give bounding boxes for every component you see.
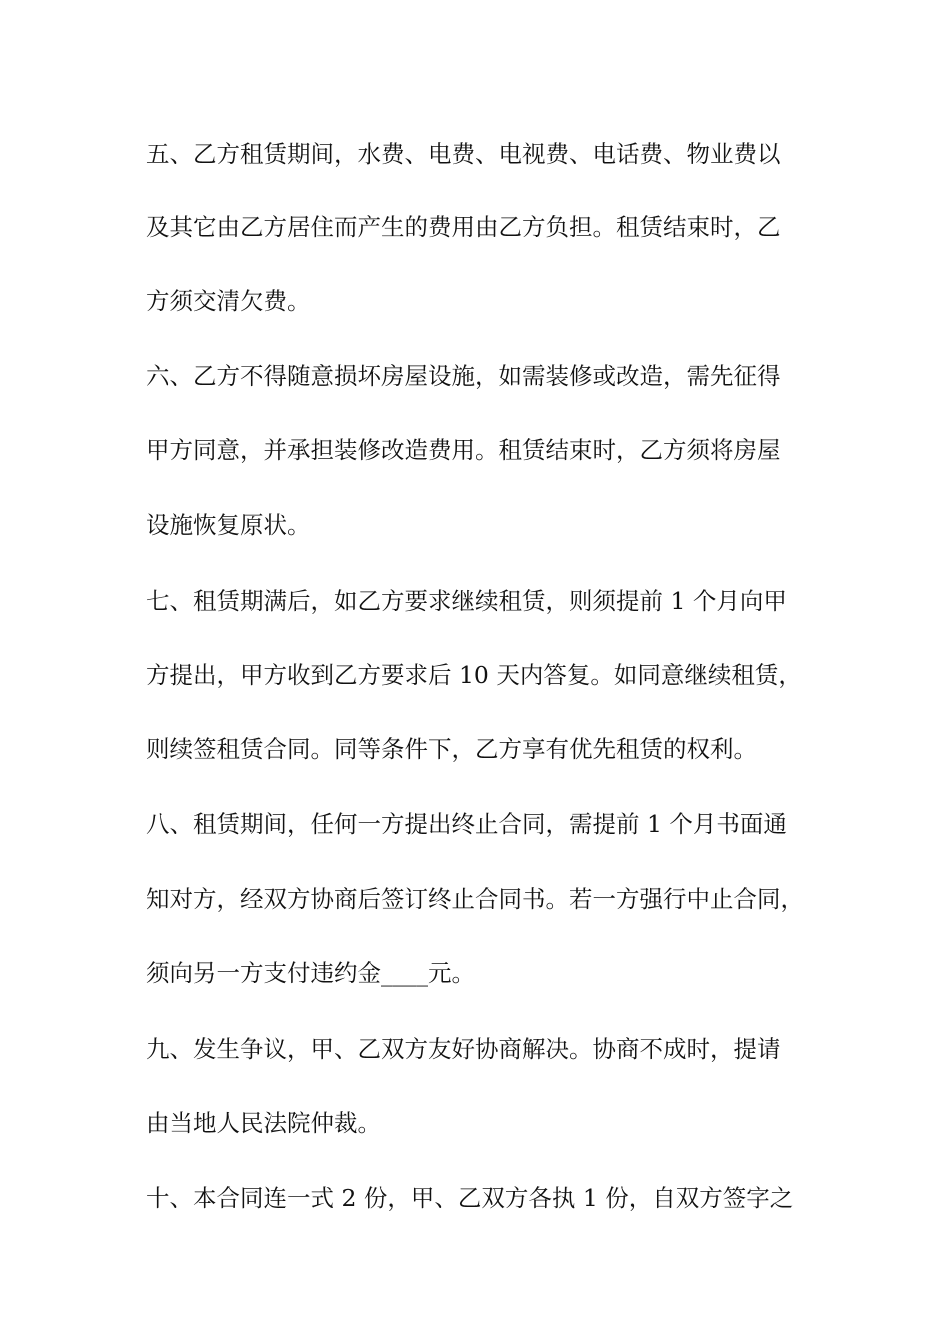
- clause-8-line-3: 须向另一方支付违约金____元。: [146, 959, 475, 987]
- clause-7-line-3: 则续签租赁合同。同等条件下，乙方享有优先租赁的权利。: [146, 735, 757, 763]
- clause-5-line-1: 五、乙方租赁期间，水费、电费、电视费、电话费、物业费以: [146, 140, 781, 168]
- clause-8-line-1: 八、租赁期间，任何一方提出终止合同，需提前 1 个月书面通: [146, 810, 787, 838]
- clause-9-line-2: 由当地人民法院仲裁。: [146, 1109, 381, 1137]
- clause-6-line-2: 甲方同意，并承担装修改造费用。租赁结束时，乙方须将房屋: [146, 436, 781, 464]
- clause-7-line-1: 七、租赁期满后，如乙方要求继续租赁，则须提前 1 个月向甲: [146, 587, 787, 615]
- clause-5-line-2: 及其它由乙方居住而产生的费用由乙方负担。租赁结束时，乙: [146, 213, 781, 241]
- clause-6-line-3: 设施恢复原状。: [146, 511, 311, 539]
- clause-7-line-2: 方提出，甲方收到乙方要求后 10 天内答复。如同意继续租赁，: [146, 661, 802, 689]
- clause-9-line-1: 九、发生争议，甲、乙双方友好协商解决。协商不成时，提请: [146, 1035, 781, 1063]
- clause-6-line-1: 六、乙方不得随意损坏房屋设施，如需装修或改造，需先征得: [146, 362, 781, 390]
- clause-8-line-2: 知对方，经双方协商后签订终止合同书。若一方强行中止合同，: [146, 885, 804, 913]
- clause-10-line-1: 十、本合同连一式 2 份，甲、乙双方各执 1 份，自双方签字之: [146, 1184, 794, 1212]
- clause-5-line-3: 方须交清欠费。: [146, 287, 311, 315]
